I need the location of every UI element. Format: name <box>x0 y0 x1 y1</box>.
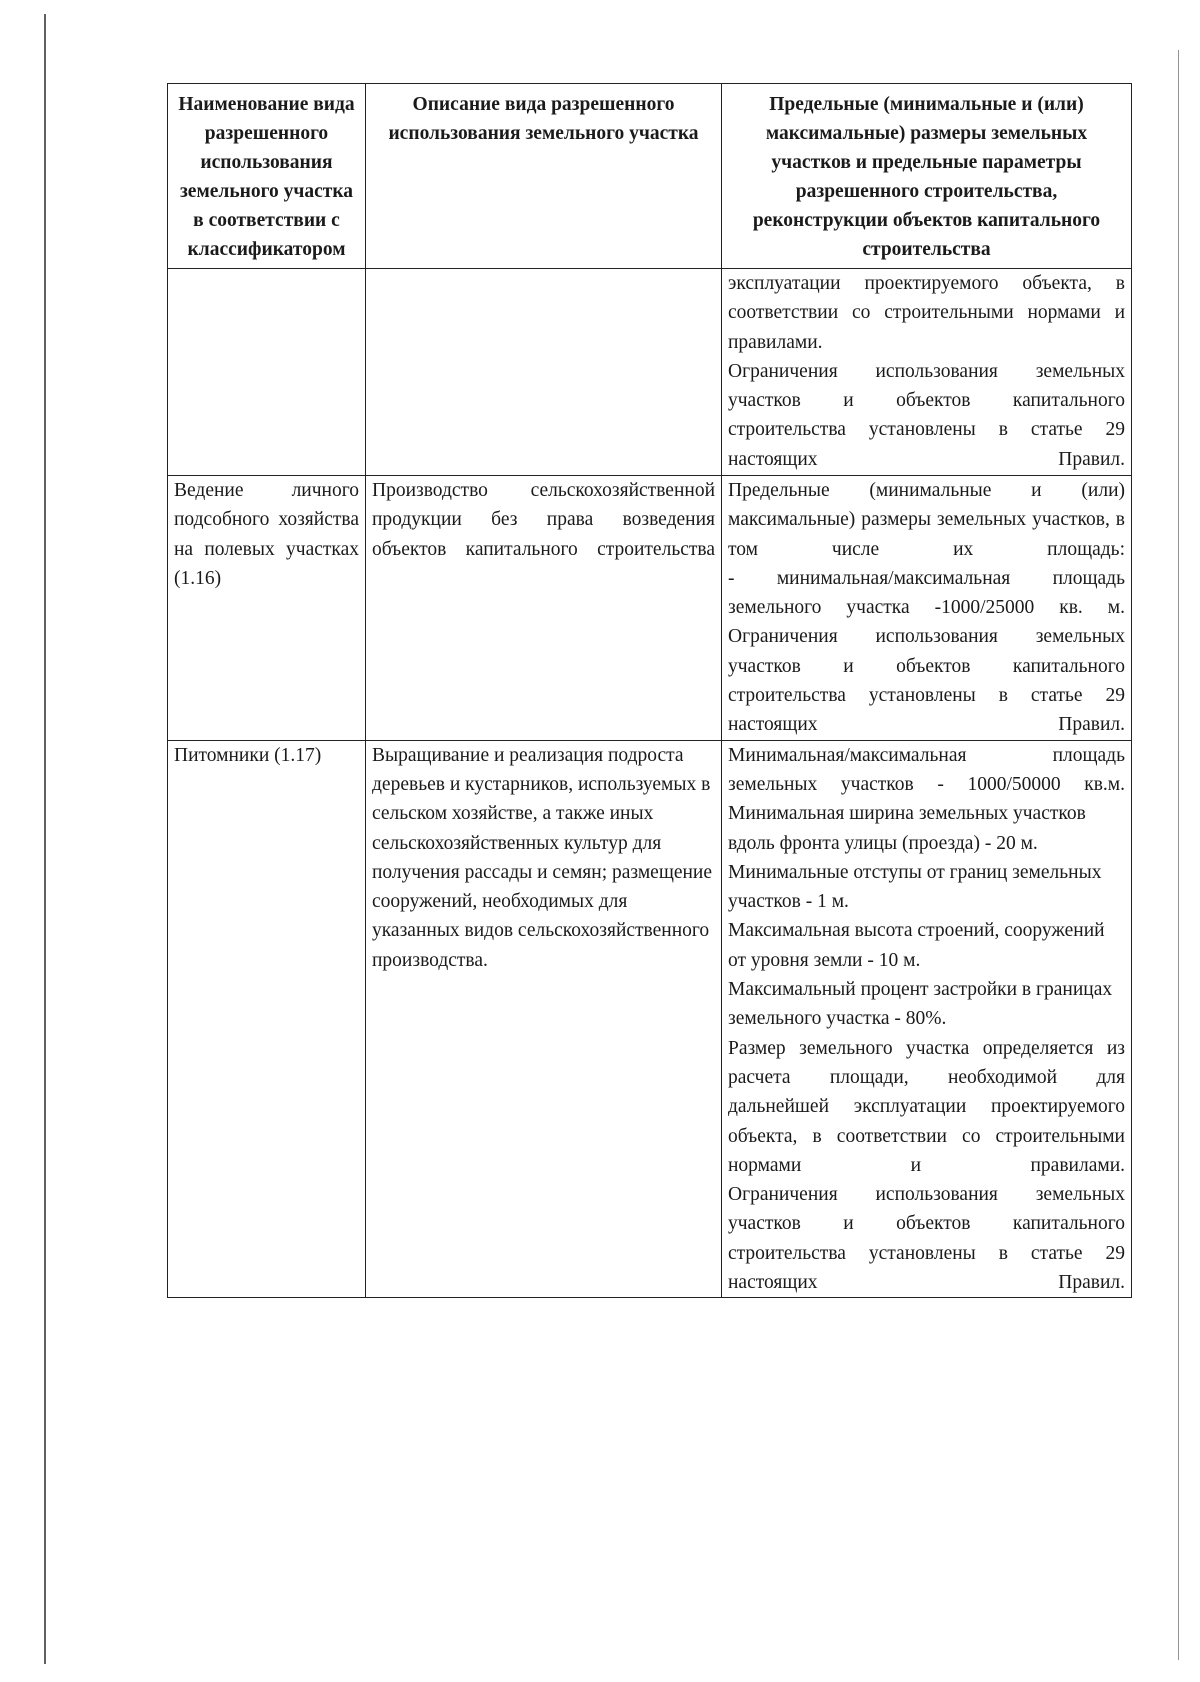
right-margin-line <box>1178 50 1179 1660</box>
cell-use-description <box>366 269 722 476</box>
table-row <box>168 269 1132 476</box>
cell-use-description <box>366 740 722 1298</box>
cell-use-description <box>366 476 722 741</box>
use-name-text: Ведение личного подсобного хозяйства на полевых участках (1.16) <box>174 480 359 589</box>
cell-use-name <box>168 476 366 741</box>
use-description-text: Выращивание и реализация подроста деревьев и кустарников, используемых в сельском хозяйстве, а также иных сельскохозяйственных культур для получения рассады и семян; размещение сооружений, необходимых для указанных видов сельскохозяйственного производства. <box>372 744 713 971</box>
param-paragraph: Размер земельного участка определяется из расчета площади, необходимой для дальнейшей эксплуатации проектируемого объекта, в соответствии со строительными нормами и правилами. <box>728 1037 1125 1176</box>
table-row <box>168 740 1132 1298</box>
permitted-use-table <box>167 83 1132 1298</box>
cell-use-name <box>168 269 366 476</box>
left-margin-line <box>44 14 46 1664</box>
header-use-name: Наименование вида разрешенного использования земельного участка в соответствии с классификатором <box>168 84 366 269</box>
cell-limit-params <box>722 269 1132 476</box>
cell-limit-params <box>722 740 1132 1298</box>
cell-use-name: Питомники (1.17) <box>168 740 366 1298</box>
param-paragraph: Минимальные отступы от границ земельных участков - 1 м. <box>728 861 1102 913</box>
use-description-text: Производство сельскохозяйственной продукции без права возведения объектов капитального строительства <box>372 480 715 560</box>
param-paragraph: Ограничения использования земельных участков и объектов капитального строительства установлены в статье 29 настоящих Правил. <box>728 626 1125 736</box>
param-paragraph: Ограничения использования земельных участков и объектов капитального строительства установлены в статье 29 настоящих Правил. <box>728 1184 1125 1294</box>
param-paragraph: Минимальная/максимальная площадь земельных участков - 1000/50000 кв.м. <box>728 744 1125 795</box>
param-paragraph: Предельные (минимальные и (или) максимальные) размеры земельных участков, в том числе их площадь: <box>728 480 1125 560</box>
param-paragraph: эксплуатации проектируемого объекта, в соответствии со строительными нормами и правилами. <box>728 273 1125 353</box>
table-header-row <box>168 84 1132 269</box>
param-paragraph: Максимальный процент застройки в границах земельного участка - 80%. <box>728 979 1113 1030</box>
cell-limit-params <box>722 476 1132 741</box>
param-paragraph: Ограничения использования земельных участков и объектов капитального строительства установлены в статье 29 настоящих Правил. <box>728 360 1125 470</box>
header-use-description: Описание вида разрешенного использования земельного участка <box>366 84 722 269</box>
param-paragraph: Минимальная ширина земельных участков вдоль фронта улицы (проезда) - 20 м. <box>728 803 1086 854</box>
param-paragraph: - минимальная/максимальная площадь земельного участка -1000/25000 кв. м. <box>728 567 1125 619</box>
table-row <box>168 476 1132 741</box>
param-paragraph: Максимальная высота строений, сооружений от уровня земли - 10 м. <box>728 920 1105 971</box>
header-limit-params: Предельные (минимальные и (или) максимальные) размеры земельных участков и предельные параметры разрешенного строительства, реконструкции объектов капитального строительства <box>722 84 1132 269</box>
